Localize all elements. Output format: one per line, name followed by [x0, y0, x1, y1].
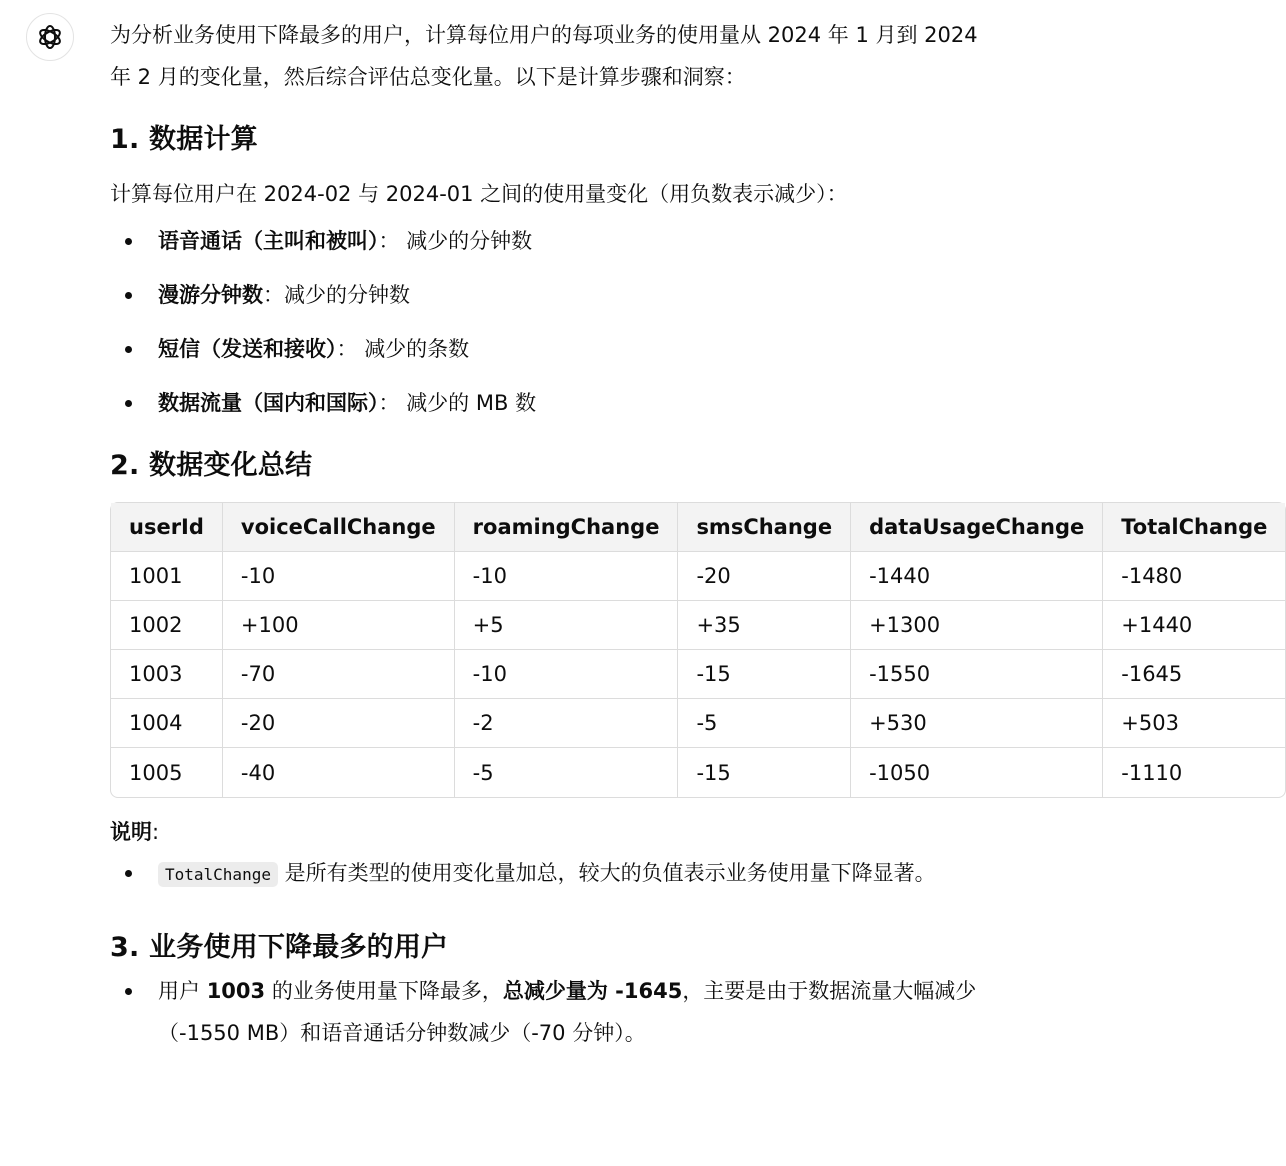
item-text: 减少的 MB 数 — [406, 391, 537, 415]
list-item: 用户 1003 的业务使用量下降最多，总减少量为 -1645，主要是由于数据流量大幅减少（-1550 MB）和语音通话分钟数减少（-70 分钟）。 — [110, 970, 990, 1054]
user-id: 1003 — [206, 979, 266, 1003]
top-decline-list — [110, 970, 1186, 1054]
note-label: 说明: — [110, 820, 160, 844]
table-cell: -15 — [678, 748, 851, 797]
table-row — [111, 552, 1285, 601]
item-label: 漫游分钟数 — [158, 283, 263, 307]
note-list — [110, 852, 1186, 896]
assistant-avatar — [26, 13, 74, 61]
list-item: 短信（发送和接收）： 减少的条数 — [110, 322, 1186, 376]
table-cell: -1440 — [851, 552, 1103, 601]
table-cell: -1480 — [1103, 552, 1285, 601]
column-header: userId — [111, 503, 223, 552]
openai-logo-icon — [35, 22, 65, 52]
table-cell: -10 — [223, 552, 455, 601]
note-text: 是所有类型的使用变化量加总，较大的负值表示业务使用量下降显著。 — [284, 861, 936, 885]
calculation-list — [110, 214, 1186, 430]
list-item — [110, 852, 990, 896]
table-cell: +1300 — [851, 601, 1103, 650]
table-cell: +1440 — [1103, 601, 1285, 650]
list-item: 漫游分钟数：减少的分钟数 — [110, 268, 1186, 322]
column-header: smsChange — [678, 503, 851, 552]
item-text: 减少的条数 — [364, 337, 470, 361]
table-cell: +5 — [455, 601, 679, 650]
table-cell: -70 — [223, 650, 455, 699]
assistant-message — [110, 14, 1268, 1054]
item-label: 数据流量（国内和国际） — [158, 391, 379, 415]
table-cell: -5 — [678, 699, 851, 748]
calculation-description: 计算每位用户在 2024-02 与 2024-01 之间的使用量变化（用负数表示减少）： — [110, 182, 848, 206]
table-row — [111, 650, 1285, 699]
column-header: voiceCallChange — [223, 503, 455, 552]
total-decrease: 总减少量为 -1645 — [502, 979, 683, 1003]
table-cell: +503 — [1103, 699, 1285, 748]
table-cell: -40 — [223, 748, 455, 797]
column-header: roamingChange — [455, 503, 679, 552]
table-cell: -20 — [678, 552, 851, 601]
table-cell: -1110 — [1121, 760, 1183, 785]
table-cell: -1050 — [851, 748, 1103, 797]
table-cell: -1550 — [851, 650, 1103, 699]
section-heading-top-decline-user: 3. 业务使用下降最多的用户 — [110, 932, 449, 963]
table-cell: 1005 — [111, 748, 223, 797]
table-cell: -1645 — [1103, 650, 1285, 699]
item-label: 语音通话（主叫和被叫） — [158, 229, 379, 253]
table-cell: -5 — [455, 748, 679, 797]
table-cell: 1003 — [111, 650, 223, 699]
table-cell: -10 — [455, 650, 679, 699]
table-cell: 1001 — [111, 552, 223, 601]
table-row — [111, 601, 1285, 650]
list-item: 数据流量（国内和国际）： 减少的 MB 数 — [110, 376, 1186, 430]
column-header: dataUsageChange — [851, 503, 1103, 552]
table-row — [111, 748, 1285, 797]
item-text: 减少的分钟数 — [406, 229, 533, 253]
section-heading-change-summary: 2. 数据变化总结 — [110, 450, 313, 481]
table-header-row — [111, 503, 1285, 552]
intro-paragraph: 为分析业务使用下降最多的用户，计算每位用户的每项业务的使用量从 2024 年 1 月到 2024 年 2 月的变化量，然后综合评估总变化量。以下是计算步骤和洞察： — [110, 23, 978, 89]
item-label: 短信（发送和接收） — [158, 337, 337, 361]
table-row — [111, 699, 1285, 748]
table-cell: 1004 — [111, 699, 223, 748]
item-text: 减少的分钟数 — [284, 283, 410, 307]
table-cell: -20 — [223, 699, 455, 748]
table-cell: +100 — [223, 601, 455, 650]
table-cell: -2 — [455, 699, 679, 748]
table-cell: -10 — [455, 552, 679, 601]
table-cell: -15 — [678, 650, 851, 699]
table-cell: 1002 — [111, 601, 223, 650]
section-heading-data-calculation: 1. 数据计算 — [110, 124, 258, 155]
table-cell: +35 — [678, 601, 851, 650]
column-header: TotalChange — [1103, 503, 1285, 552]
table-cell: +530 — [851, 699, 1103, 748]
list-item: 语音通话（主叫和被叫）： 减少的分钟数 — [110, 214, 1186, 268]
change-summary-table — [110, 502, 1286, 798]
inline-code: TotalChange — [158, 862, 278, 887]
